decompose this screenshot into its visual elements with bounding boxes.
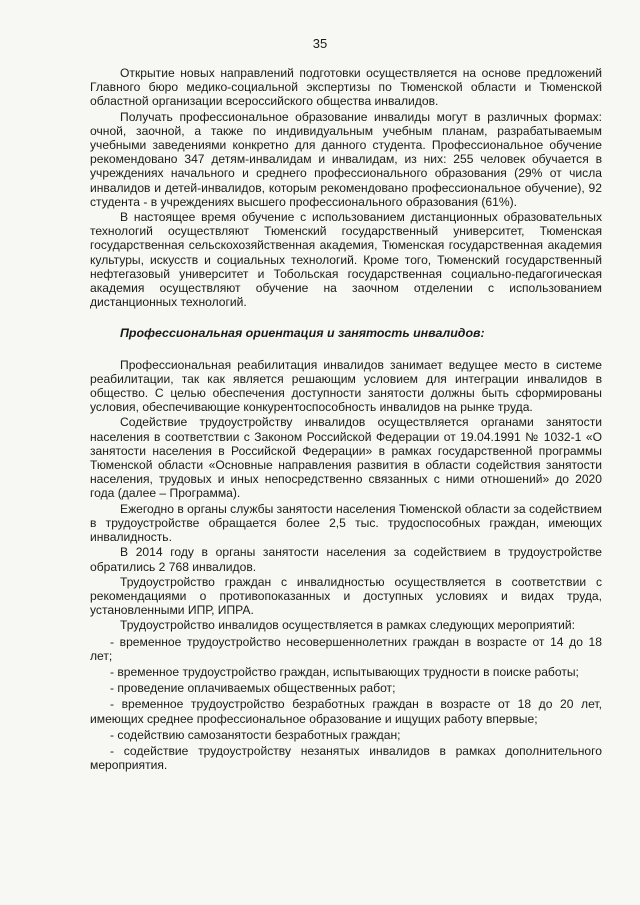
- paragraph-measures-intro: Трудоустройство инвалидов осуществляется в рамках следующих мероприятий:: [120, 618, 576, 633]
- paragraph-employment-recommendations: Трудоустройство граждан с инвалидностью осуществляется в соответствии с рекомендациями о противопоказанных и доступных условиях и видах труда, установленными ИПР, ИПРА.: [90, 574, 602, 618]
- paragraph-new-training-directions: Открытие новых направлений подготовки осуществляется на основе предложений Главного бюро медико-социальной экспертизы по Тюменской области и Тюменской областной организации всероссийского общества инвалидов.: [90, 66, 602, 109]
- paragraph-professional-rehabilitation: Профессиональная реабилитация инвалидов занимает ведущее место в системе реабилитации, так как является решающим условием для интеграции инвалидов в общество. С целью обеспечения доступности занятости должны быть сформированы условия, обеспечивающие конкурентоспособность инвалидов на рынке труда.: [90, 357, 602, 415]
- paragraph-education-forms: Получать профессиональное образование инвалиды могут в различных формах: очной, заочной, а также по индивидуальным учебным планам, разрабатываемым учебными заведениями конкретно для данного студента. Профессиональное обучение рекомендовано 347 детям-инвалидам и инвалидам, из них: 255 человек обучается в учреждениях начального и среднего профессионального образования (29% от числа инвалидов и детей-инвалидов, которым рекомендовано профессиональное обучение), 92 студента - в учреждениях высшего профессионального образования (61%).: [90, 109, 602, 209]
- list-item: - содействие трудоустройству незанятых инвалидов в рамках дополнительного мероприятия.: [90, 743, 602, 773]
- page-number: 35: [312, 36, 328, 51]
- list-item: - временное трудоустройство несовершеннолетних граждан в возрасте от 14 до 18 лет;: [90, 634, 602, 663]
- paragraph-2014-applications: В 2014 году в органы занятости населения за содействием в трудоустройстве обратились 2 768 инвалидов.: [90, 545, 602, 574]
- paragraph-employment-assistance: Содействие трудоустройству инвалидов осуществляется органами занятости населения в соответствии с Законом Российской Федерации от 19.04.1991 № 1032-1 «О занятости населения в Российской Федерации» в рамках государственной программы Тюменской области «Основные направления развития в области содействия занятости населения, трудовых и иных непосредственно связанных с ними отношений» до 2020 года (далее – Программа).: [90, 415, 602, 501]
- list-item: - временное трудоустройство граждан, испытывающих трудности в поиске работы;: [110, 664, 579, 679]
- list-item: - содействию самозанятости безработных граждан;: [110, 727, 401, 742]
- list-item: - временное трудоустройство безработных граждан в возрасте от 18 до 20 лет, имеющих среднее профессиональное образование и ищущих работу впервые;: [90, 697, 602, 726]
- section-heading: Профессиональная ориентация и занятость инвалидов:: [120, 326, 485, 341]
- paragraph-annual-applications: Ежегодно в органы службы занятости населения Тюменской области за содействием в трудоустройстве обращается более 2,5 тыс. трудоспособных граждан, имеющих инвалидность.: [90, 501, 602, 545]
- document-body: [90, 66, 602, 772]
- measures-list: [90, 635, 602, 773]
- paragraph-distance-learning: В настоящее время обучение с использованием дистанционных образовательных технологий осуществляют Тюменский государственный университет, Тюменская государственная сельскохозяйственная академия, Тюменская государственная академия культуры, искусств и социальных технологий. Кроме того, Тюменский государственный нефтегазовый университет и Тобольская государственная социально-педагогическая академия осуществляют обучение на заочном отделении с использованием дистанционных технологий.: [90, 210, 602, 310]
- list-item: - проведение оплачиваемых общественных работ;: [110, 681, 396, 696]
